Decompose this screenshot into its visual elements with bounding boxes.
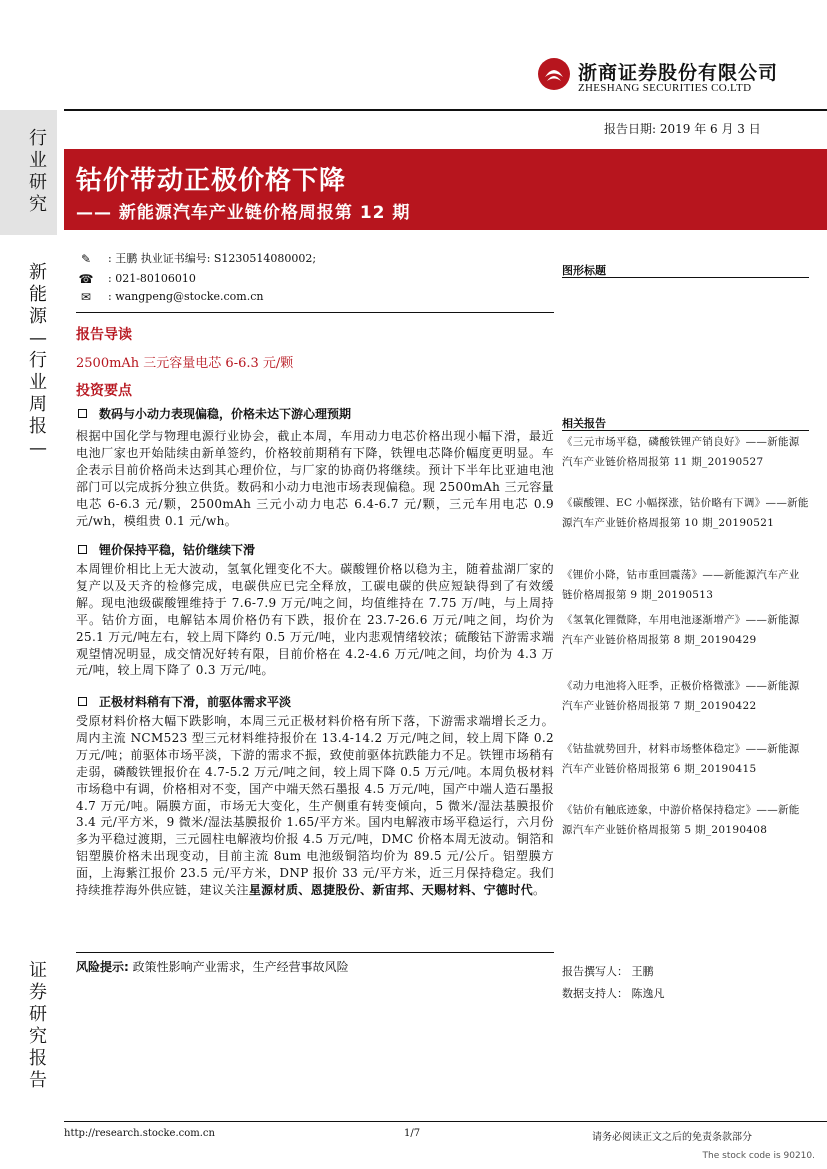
point-body-end: 。 <box>532 883 546 898</box>
point-title-text: 正极材料稍有下滑，前驱体需求平淡 <box>99 695 292 709</box>
header-rule <box>64 109 827 111</box>
contact-text: : 王鹏 执业证书编号: S1230514080002; <box>108 252 317 265</box>
report-subtitle: —— 新能源汽车产业链价格周报第 12 期 <box>76 203 411 223</box>
company-name-cn: 浙商证券股份有限公司 <box>578 62 779 84</box>
data-support: 数据支持人： 陈逸凡 <box>562 987 665 1000</box>
pen-icon: ✎ <box>80 252 92 266</box>
phone-icon: ☎ <box>78 272 94 286</box>
point-body-2: 本周锂价相比上无大波动，氢氧化锂变化不大。碳酸锂价格以稳为主，随着盐湖厂家的复产以及天齐的检修完成，电碳供应已完全释放，工碳电碳的供应短缺得到了有效缓解。现电池级碳酸锂维持于 7.6-7.9 万元/吨之间，均值维持在 7.75 万/吨，与上周持平。钴价方面，电解钴本周价格仍有下跌，报价在 23.7-26.6 万元/吨之间，均价为 25.1 万元/吨左右，较上周下降约 0.5 万元/吨，业内悲观情绪较浓；硫酸钴下游需求端观望情况明显，成交情况好转有限，目前价格在 4.2-4.6 万元/吨之间，均价为 4.3 万元/吨，较上周下降了 0.3 万元/吨。 <box>76 562 554 678</box>
contact-email <box>78 289 263 305</box>
point-body-1: 根据中国化学与物理电源行业协会，截止本周，车用动力电芯价格出现小幅下滑，最近电池厂家也开始陆续由新单签约，价格较前期稍有下降，铁锂电芯降价幅度更明显。车企表示目前价格尚未达到其心理价位，与厂家的协商仍将继续。预计下半年比亚迪电池部门可以完成拆分独立供货。数码和小动力电池市场表现偏稳。现 2500mAh 三元容量电芯 6-6.3 元/颗，2500mAh 三元小动力电芯 6.4-6.7 元/颗，三元车用电芯 0.9 元/wh，模组贵 0.1 元/wh。 <box>76 429 554 528</box>
contact-text: : 021-80106010 <box>108 272 196 285</box>
guide-heading: 报告导读 <box>76 327 132 343</box>
related-report: 《钴价有触底迹象，中游价格保持稳定》——新能源汽车产业链价格周报第 5 期_20190408 <box>562 804 800 837</box>
figure-rule <box>562 277 809 278</box>
footer-disclaimer: 请务必阅读正文之后的免责条款部分 <box>592 1132 752 1143</box>
point-body-3 <box>76 713 554 899</box>
contact-divider <box>76 312 554 313</box>
contact-analyst <box>78 251 316 267</box>
risk-note <box>76 958 349 975</box>
envelope-icon: ✉ <box>80 290 92 304</box>
checkbox-icon <box>78 697 87 706</box>
related-report: 《碳酸锂、EC 小幅探涨，钴价略有下调》——新能源汽车产业链价格周报第 10 期_20190521 <box>562 497 809 530</box>
sidebar-mid-label: 新能源—行业周报— <box>29 262 47 459</box>
report-author: 报告撰写人： 王鹏 <box>562 965 654 978</box>
report-date: 报告日期: 2019 年 6 月 3 日 <box>604 122 761 136</box>
point-title-text: 数码与小动力表现偏稳，价格未达下游心理预期 <box>99 407 352 421</box>
risk-label: 风险提示: <box>76 960 129 974</box>
related-report: 《动力电池将入旺季，正极价格微涨》——新能源汽车产业链价格周报第 7 期_20190422 <box>562 680 800 713</box>
points-heading: 投资要点 <box>76 383 132 399</box>
footer-url[interactable]: http://research.stocke.com.cn <box>64 1128 215 1139</box>
point-title-3 <box>78 693 291 710</box>
related-report: 《三元市场平稳，磷酸铁锂产销良好》——新能源汽车产业链价格周报第 11 期_20190527 <box>562 436 800 469</box>
corner-note: The stock code is 90210. <box>702 1151 815 1161</box>
guide-text: 2500mAh 三元容量电芯 6-6.3 元/颗 <box>76 356 294 371</box>
contact-phone <box>78 271 196 287</box>
related-heading: 相关报告 <box>562 417 606 430</box>
related-report: 《锂价小降，钴市重回震荡》——新能源汽车产业链价格周报第 9 期_20190513 <box>562 569 800 602</box>
checkbox-icon <box>78 545 87 554</box>
related-rule <box>562 430 809 431</box>
related-report: 《氢氧化锂微降，车用电池逐渐增产》——新能源汽车产业链价格周报第 8 期_20190429 <box>562 614 800 647</box>
point-title-2 <box>78 541 255 558</box>
company-logo-icon <box>537 57 571 91</box>
related-report: 《钴盐就势回升，材料市场整体稳定》——新能源汽车产业链价格周报第 6 期_20190415 <box>562 743 800 776</box>
contact-text: : wangpeng@stocke.com.cn <box>108 290 264 303</box>
footer-rule <box>64 1121 827 1122</box>
checkbox-icon <box>78 409 87 418</box>
sidebar-bottom-label: 证券研究报告 <box>29 960 47 1091</box>
point-body-text: 受原材料价格大幅下跌影响，本周三元正极材料价格有所下落，下游需求端增长乏力。周内主流 NCM523 型三元材料维持报价在 13.4-14.2 万元/吨之间，较上周下降 0.2 万元/吨；前驱体市场平淡，下游的需求不振，致使前驱体抗跌能力不足。铁锂市场稍有走弱，磷酸铁锂报价在 4.7-5.2 万元/吨之间，较上周下降 0.5 万元/吨。本周负极材料市场稳中有调，价格相对不变，国产中端天然石墨报 4.5 万元/吨，国产中端人造石墨报 4.7 万元/吨。隔膜方面，市场无大变化，生产侧重有转变倾向，5 微米/湿法基膜报价 3.4 元/平方米，9 微米/湿法基膜报价 1.65/平方米。国内电解液市场平稳运行，六月份多为平稳过渡期，三元圆柱电解液均价报 4.5 万元/吨，DMC 价格本周无波动。铜箔和铝塑膜价格未出现变动，目前主流 8um 电池级铜箔均价为 89.5 元/公斤。铝塑膜方面，上海紫江报价 23.5 元/平方米，DNP 报价 33 元/平方米，近三月保持稳定。我们持续推荐海外供应链，建议关注 <box>76 714 554 898</box>
figure-heading: 图形标题 <box>562 264 606 277</box>
risk-text: 政策性影响产业需求，生产经营事故风险 <box>128 960 349 974</box>
point-title-1 <box>78 405 351 422</box>
sidebar-top-label: 行业研究 <box>29 128 47 215</box>
company-name-en: ZHESHANG SECURITIES CO.LTD <box>578 82 752 94</box>
point-title-text: 锂价保持平稳，钴价继续下滑 <box>99 543 256 557</box>
risk-divider-top <box>76 952 554 953</box>
report-title: 钴价带动正极价格下降 <box>76 166 347 196</box>
page-number: 1/7 <box>404 1128 421 1139</box>
recommended-stocks: 星源材质、恩捷股份、新宙邦、天赐材料、宁德时代 <box>248 883 533 898</box>
